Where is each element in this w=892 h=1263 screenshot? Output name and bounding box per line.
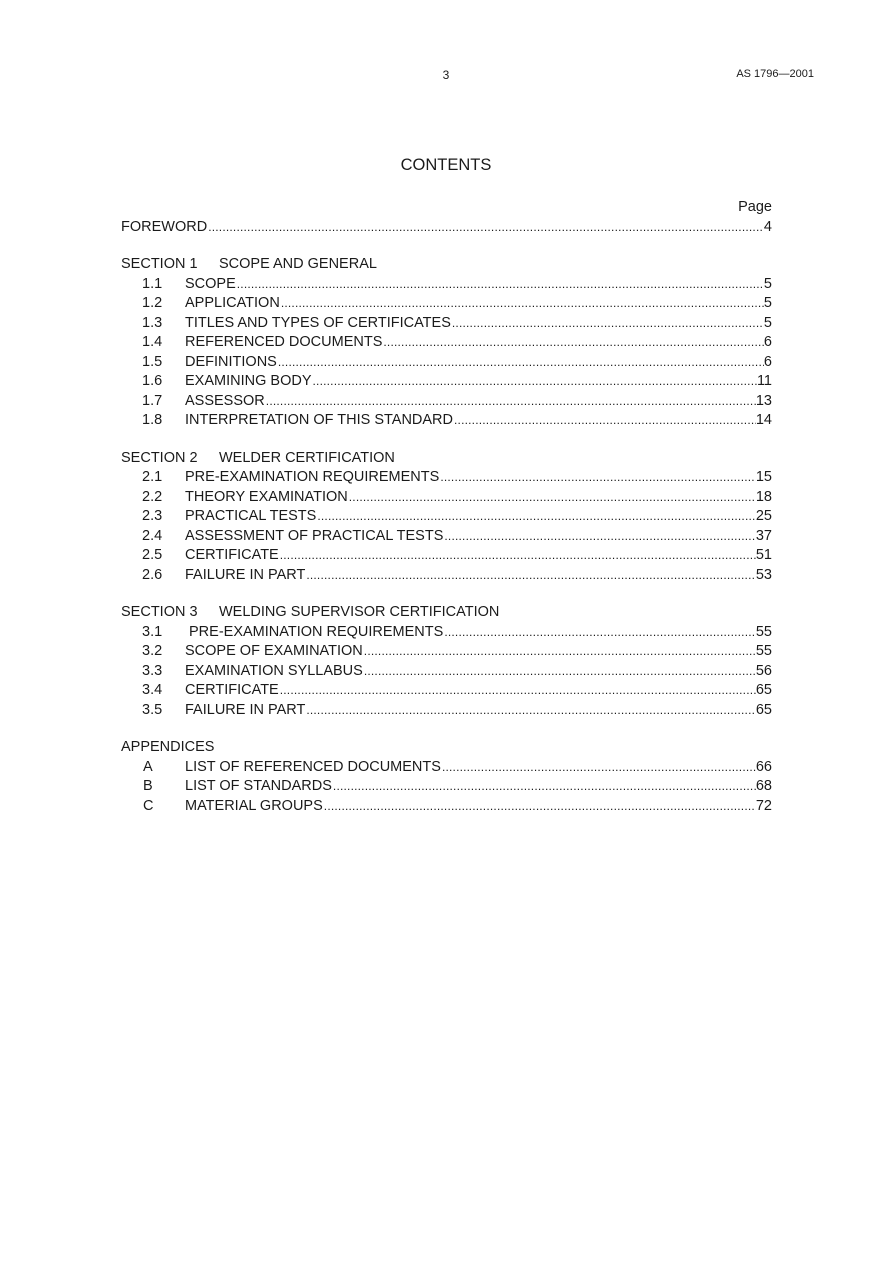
toc-entry[interactable] <box>121 372 772 392</box>
toc-entry-page: 5 <box>763 275 772 292</box>
document-code: AS 1796—2001 <box>736 68 814 80</box>
appendix-entry[interactable] <box>121 777 772 797</box>
toc-entry-page: 55 <box>755 623 772 640</box>
toc-entry-page: 25 <box>755 508 772 524</box>
toc-entry[interactable] <box>121 546 772 566</box>
dot-leader <box>443 623 756 643</box>
toc-entry[interactable] <box>121 623 772 643</box>
toc-entry-number: 3.1 <box>142 623 163 640</box>
toc-entry-label: CERTIFICATE <box>185 547 279 563</box>
toc-entry[interactable] <box>121 566 772 586</box>
toc-entry-number: 1.1 <box>142 275 163 292</box>
dot-leader <box>312 372 757 392</box>
toc-entry-label: CERTIFICATE <box>185 682 279 698</box>
toc-entry-number: 1.6 <box>142 373 163 389</box>
toc-entry-page: 53 <box>755 566 772 583</box>
dot-leader <box>236 275 764 295</box>
toc-entry-page: 37 <box>755 527 772 544</box>
toc-entry-number: 1.3 <box>142 314 163 331</box>
dot-leader <box>348 488 756 508</box>
toc-entry-page: 51 <box>755 547 772 563</box>
toc-entry-label: SCOPE OF EXAMINATION <box>185 643 363 659</box>
toc-entry-page: 6 <box>763 353 772 370</box>
toc-entry-label: FOREWORD <box>121 218 208 235</box>
dot-leader <box>332 777 756 797</box>
toc-entry-label: REFERENCED DOCUMENTS <box>185 334 383 350</box>
toc-entry-label: ASSESSOR <box>185 392 265 409</box>
toc-entry-page: 56 <box>755 662 772 679</box>
toc-entry-number: 2.3 <box>142 508 163 524</box>
section-number: SECTION 1 <box>121 256 198 272</box>
toc-entry-number: 2.2 <box>142 488 163 505</box>
section-number: SECTION 3 <box>121 604 198 620</box>
toc-entry[interactable] <box>121 314 772 334</box>
toc-entry-label: APPLICATION <box>185 295 280 311</box>
toc-entry-label: PRACTICAL TESTS <box>185 508 317 524</box>
dot-leader <box>265 392 756 412</box>
toc-entry[interactable] <box>121 662 772 682</box>
toc-entry[interactable] <box>121 642 772 662</box>
toc-entry-label: LIST OF STANDARDS <box>185 778 332 794</box>
appendix-entry[interactable] <box>121 797 772 817</box>
toc-entry-page: 68 <box>755 778 772 794</box>
toc-entry-number: 1.7 <box>142 392 163 409</box>
toc-entry-number: 1.4 <box>142 334 163 350</box>
toc-entry[interactable] <box>121 411 772 431</box>
toc-entry-page: 11 <box>756 373 772 389</box>
toc-entry[interactable] <box>121 333 772 353</box>
dot-leader <box>443 527 755 547</box>
toc-entry-number: 3.4 <box>142 682 163 698</box>
toc-entry[interactable] <box>121 701 772 721</box>
toc-entry-page: 5 <box>763 314 772 331</box>
toc-entry-label: ASSESSMENT OF PRACTICAL TESTS <box>185 527 444 544</box>
toc-entry-number: 3.2 <box>142 643 163 659</box>
toc-entry-number: 1.8 <box>142 412 163 428</box>
toc-entry-label: EXAMINATION SYLLABUS <box>185 662 363 679</box>
toc-entry-page: 13 <box>755 392 772 409</box>
section-title: WELDER CERTIFICATION <box>219 449 395 466</box>
dot-leader <box>363 642 756 662</box>
toc-entry[interactable] <box>121 392 772 412</box>
toc-entry[interactable] <box>121 507 772 527</box>
toc-entry-foreword[interactable] <box>121 218 772 238</box>
toc-entry-label: SCOPE <box>185 275 236 292</box>
dot-leader <box>207 218 764 238</box>
toc-entry-label: THEORY EXAMINATION <box>185 488 348 505</box>
dot-leader <box>279 546 756 566</box>
toc-entry-page: 4 <box>763 218 772 235</box>
toc-entry-label: TITLES AND TYPES OF CERTIFICATES <box>185 314 451 331</box>
dot-leader <box>382 333 764 353</box>
toc-entry-number: 2.5 <box>142 547 163 563</box>
section-heading[interactable] <box>121 449 772 469</box>
dot-leader <box>323 797 756 817</box>
page-column-label: Page <box>738 199 772 215</box>
section-heading[interactable] <box>121 603 772 623</box>
toc-entry[interactable] <box>121 353 772 373</box>
toc-entry-page: 6 <box>763 334 772 350</box>
toc-entry-label: MATERIAL GROUPS <box>185 797 323 814</box>
dot-leader <box>277 353 764 373</box>
toc-entry-page: 55 <box>755 643 772 659</box>
toc-entry-page: 72 <box>755 797 772 814</box>
dot-leader <box>439 468 756 488</box>
toc-entry-page: 18 <box>755 488 772 505</box>
toc-entry-page: 66 <box>755 758 772 775</box>
toc-entry-label: DEFINITIONS <box>185 353 277 370</box>
appendix-letter: C <box>143 797 154 814</box>
dot-leader <box>279 681 756 701</box>
toc-entry-page: 65 <box>755 682 772 698</box>
dot-leader <box>280 294 764 314</box>
toc-entry-number: 1.2 <box>142 295 163 311</box>
toc-entry-label: FAILURE IN PART <box>185 566 306 583</box>
toc-entry[interactable] <box>121 488 772 508</box>
appendix-letter: B <box>143 778 153 794</box>
toc-entry[interactable] <box>121 294 772 314</box>
toc-entry-label: PRE-EXAMINATION REQUIREMENTS <box>189 623 444 640</box>
toc-entry[interactable] <box>121 527 772 547</box>
toc-entry-page: 14 <box>755 412 772 428</box>
toc-entry-number: 3.5 <box>142 701 163 718</box>
dot-leader <box>441 758 756 778</box>
appendix-letter: A <box>143 758 153 775</box>
appendices-heading[interactable]: APPENDICES <box>121 739 215 755</box>
toc-entry-page: 65 <box>755 701 772 718</box>
toc-entry-page: 5 <box>763 295 772 311</box>
section-number: SECTION 2 <box>121 449 198 466</box>
toc-entry[interactable] <box>121 681 772 701</box>
toc-entry-number: 2.1 <box>142 469 163 485</box>
dot-leader <box>316 507 756 527</box>
toc-entry-label: LIST OF REFERENCED DOCUMENTS <box>185 758 441 775</box>
dot-leader <box>305 701 756 721</box>
toc-entry-number: 2.4 <box>142 527 163 544</box>
toc-entry-label: FAILURE IN PART <box>185 701 306 718</box>
appendix-entry[interactable] <box>121 758 772 778</box>
contents-title: CONTENTS <box>400 156 492 174</box>
toc-entry[interactable] <box>121 468 772 488</box>
dot-leader <box>453 411 756 431</box>
section-heading[interactable] <box>121 255 772 275</box>
toc-entry-label: EXAMINING BODY <box>185 373 312 389</box>
toc-entry-number: 2.6 <box>142 566 163 583</box>
toc-entry-number: 3.3 <box>142 662 163 679</box>
toc-entry-label: INTERPRETATION OF THIS STANDARD <box>185 412 453 428</box>
toc-entry-page: 15 <box>755 469 772 485</box>
section-title: SCOPE AND GENERAL <box>219 256 377 272</box>
toc-entry-number: 1.5 <box>142 353 163 370</box>
dot-leader <box>451 314 764 334</box>
toc-entry[interactable] <box>121 275 772 295</box>
toc-entry-label: PRE-EXAMINATION REQUIREMENTS <box>185 469 440 485</box>
dot-leader <box>363 662 756 682</box>
page-number: 3 <box>442 68 450 82</box>
table-of-contents <box>121 198 772 816</box>
dot-leader <box>305 566 756 586</box>
section-title: WELDING SUPERVISOR CERTIFICATION <box>219 604 500 620</box>
